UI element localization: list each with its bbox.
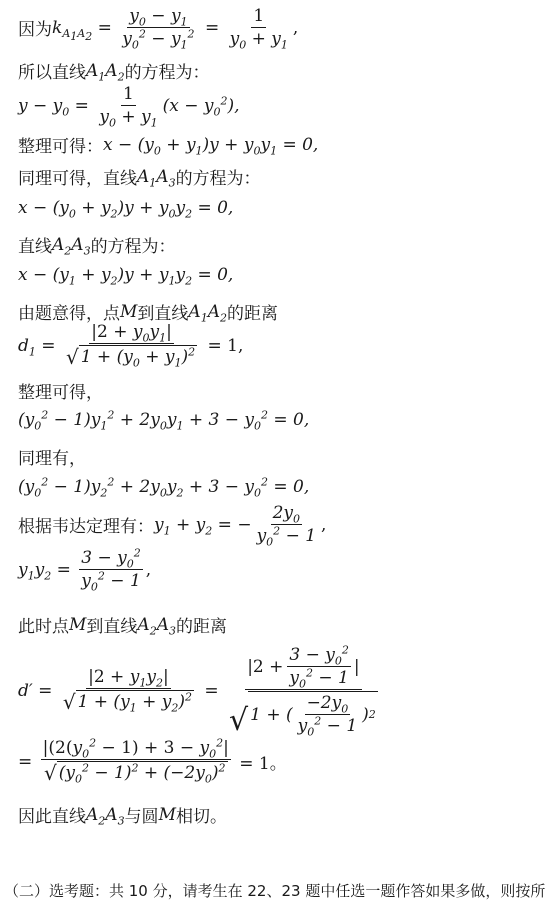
- line-equation-a2a3: $x - (y_1 + y_2)y + y_1y_2 = 0$,: [18, 265, 234, 288]
- line-vieta-sum: 根据韦达定理有： $y_1 + y_2$ = − $\frac{2y_0}{y_0^2 - 1}$ ,: [18, 503, 327, 549]
- line-quadratic-y2: $(y_0^2 - 1)y_2^2 + 2y_0y_2 + 3 - y_0^2 = 0$,: [18, 475, 310, 500]
- line-slope: 因为 $k_{A_1A_2}$ = $\frac{y_0 - y_1}{y_0^2 - y_1^2}$ = $\frac{1}{y_0 + y_1}$ ,: [18, 6, 299, 52]
- line-simplified-a1a2: 整理可得： $x - (y_0 + y_1)y + y_0y_1 = 0$,: [18, 134, 319, 157]
- line-equation-a1a3: $x - (y_0 + y_2)y + y_0y_2 = 0$,: [18, 198, 234, 221]
- line-distance-heading: 由题意得，点 M 到直线 $A_1A_2$ 的距离: [18, 301, 278, 324]
- line-distance-a2a3-heading: 此时点 M 到直线 $A_2A_3$ 的距离: [18, 614, 227, 637]
- line-equation-a1a2-heading: 所以直线 $A_1A_2$ 的方程为：: [18, 60, 210, 83]
- line-distance-result: = $|(2(y_0^2 - 1) + 3 - y_0^2|$ √ $(y_0^2 - 1)^2 + (-2y_0)^2$ = 1。: [18, 736, 287, 786]
- footer-section-note: （二）选考题：共 10 分，请考生在 22、23 题中任选一题作答如果多做，则按所: [4, 882, 546, 900]
- line-conclusion: 因此直线 $A_2A_3$ 与圆 M 相切。: [18, 804, 227, 827]
- line-equation-a1a3-heading: 同理可得，直线 $A_1A_3$ 的方程为：: [18, 166, 261, 189]
- line-simplified-heading: 整理可得，: [18, 383, 103, 403]
- line-quadratic-y1: $(y_0^2 - 1)y_1^2 + 2y_0y_1 + 3 - y_0^2 = 0$,: [18, 408, 310, 433]
- line-equation-a2a3-heading: 直线 $A_2A_3$ 的方程为：: [18, 234, 176, 257]
- line-equation-a1a2: $y - y_0$ = $\frac{1}{y_0 + y_1}$ $(x - y_0^2)$,: [18, 84, 240, 130]
- line-similarly-heading: 同理有，: [18, 449, 86, 469]
- line-distance-d1: $d_1$ = $|2 + y_0y_1|$ √ $1 + (y_0 + y_1)^2$ = 1,: [18, 322, 244, 370]
- line-vieta-product: $y_1y_2$ = $\frac{3 - y_0^2}{y_0^2 - 1}$ ,: [18, 546, 152, 594]
- line-distance-dprime: d′ = $|2 + y_1y_2|$ √ $1 + (y_1 + y_2)^2$ = |2 + $\frac{3 - y_0^2}{y_0^2 - 1}$ | √ 1 + ( $\frac{-2y_0}{y_0^2 - 1}$ ) 2: [18, 643, 376, 739]
